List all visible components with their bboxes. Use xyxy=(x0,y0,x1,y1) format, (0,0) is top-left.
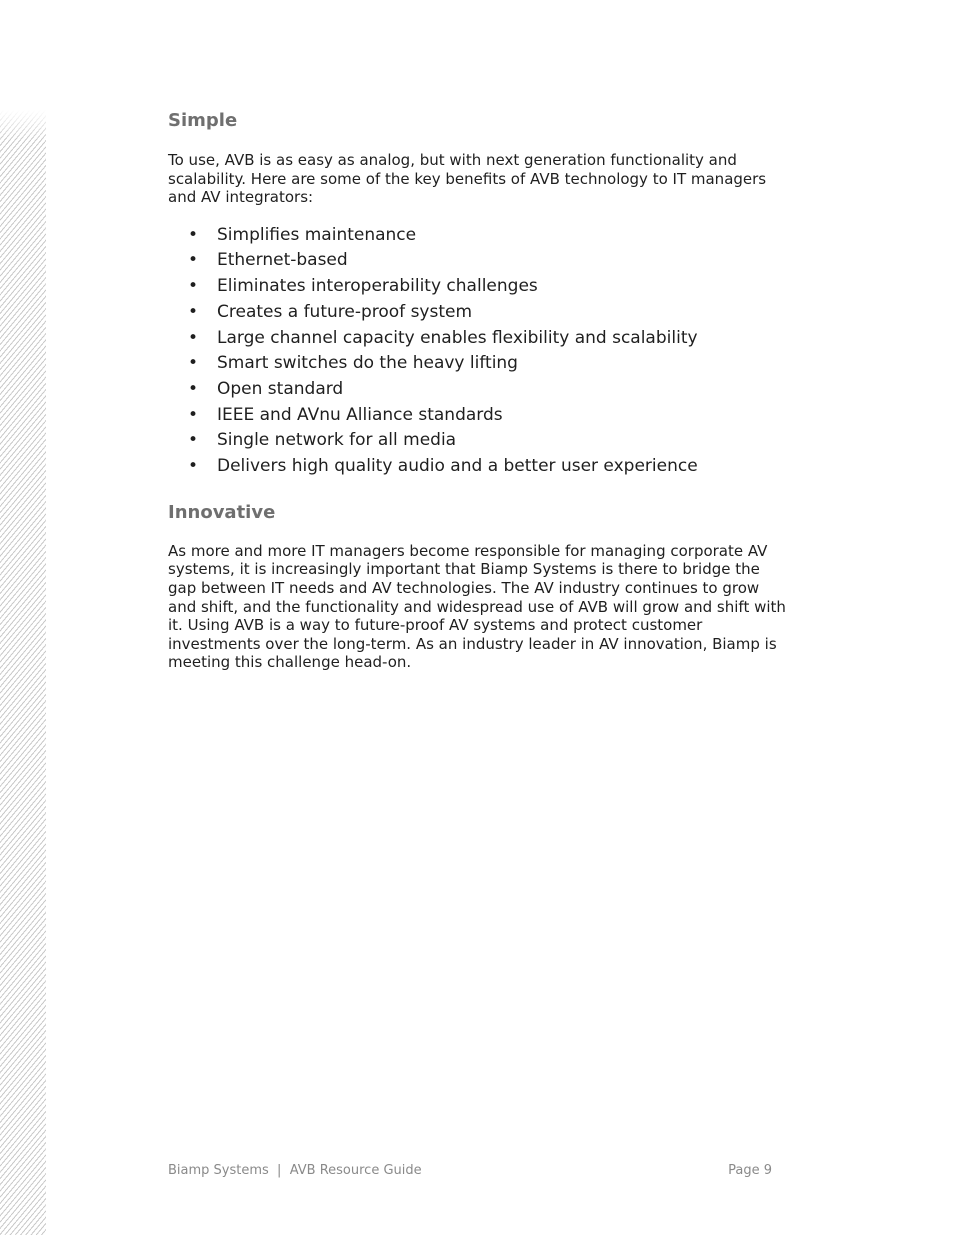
list-item-text: Delivers high quality audio and a better user experience xyxy=(217,456,698,477)
bullet-icon: • xyxy=(188,224,199,245)
bullet-icon: • xyxy=(188,404,199,425)
list-item xyxy=(168,428,788,454)
list-item-text: Smart switches do the heavy lifting xyxy=(217,353,518,374)
list-item xyxy=(168,403,788,429)
page-content xyxy=(168,108,788,672)
list-item-text: Large channel capacity enables flexibility and scalability xyxy=(217,327,698,348)
section-heading-simple: Simple xyxy=(168,110,238,131)
list-item xyxy=(168,351,788,377)
list-item-text: IEEE and AVnu Alliance standards xyxy=(217,404,503,425)
bullet-icon: • xyxy=(188,379,199,399)
list-item xyxy=(168,248,788,274)
list-item xyxy=(168,274,788,300)
benefits-list xyxy=(168,223,788,480)
list-item-text: Simplifies maintenance xyxy=(217,224,417,245)
list-item xyxy=(168,223,788,249)
decorative-hatch-strip xyxy=(0,110,46,1235)
list-item-text: Ethernet-based xyxy=(217,250,348,271)
bullet-icon: • xyxy=(188,353,199,374)
list-item xyxy=(168,454,788,480)
hatch-fade xyxy=(0,110,46,140)
bullet-icon: • xyxy=(188,327,199,348)
bullet-icon: • xyxy=(188,301,199,322)
list-item xyxy=(168,300,788,326)
list-item-text: Open standard xyxy=(217,379,344,399)
list-item xyxy=(168,377,788,403)
list-item-text: Creates a future-proof system xyxy=(217,301,473,322)
page-number: Page 9 xyxy=(728,1163,772,1178)
list-item-text: Eliminates interoperability challenges xyxy=(217,276,538,297)
innovative-paragraph: As more and more IT managers become responsible for managing corporate AV systems, it is increasingly important that Biamp Systems is there to bridge the gap between IT needs and AV technologies. The AV industry continues to grow and shift, and the functionality and widespread use of AVB will grow and shift with it. Using AVB is a way to future-proof AV systems and protect customer investments over the long-term. As an industry leader in AV innovation, Biamp is meeting this challenge head-on. xyxy=(168,541,786,672)
bullet-icon: • xyxy=(188,430,199,451)
bullet-icon: • xyxy=(188,276,199,297)
bullet-icon: • xyxy=(188,250,199,271)
list-item-text: Single network for all media xyxy=(217,430,457,451)
footer-document-title: Biamp Systems | AVB Resource Guide xyxy=(168,1163,422,1178)
simple-paragraph: To use, AVB is as easy as analog, but with next generation functionality and scalability. Here are some of the key benefits of AVB technology to IT managers and AV integrators: xyxy=(168,151,767,207)
bullet-icon: • xyxy=(188,456,199,477)
list-item xyxy=(168,326,788,352)
section-heading-innovative: Innovative xyxy=(168,501,276,523)
